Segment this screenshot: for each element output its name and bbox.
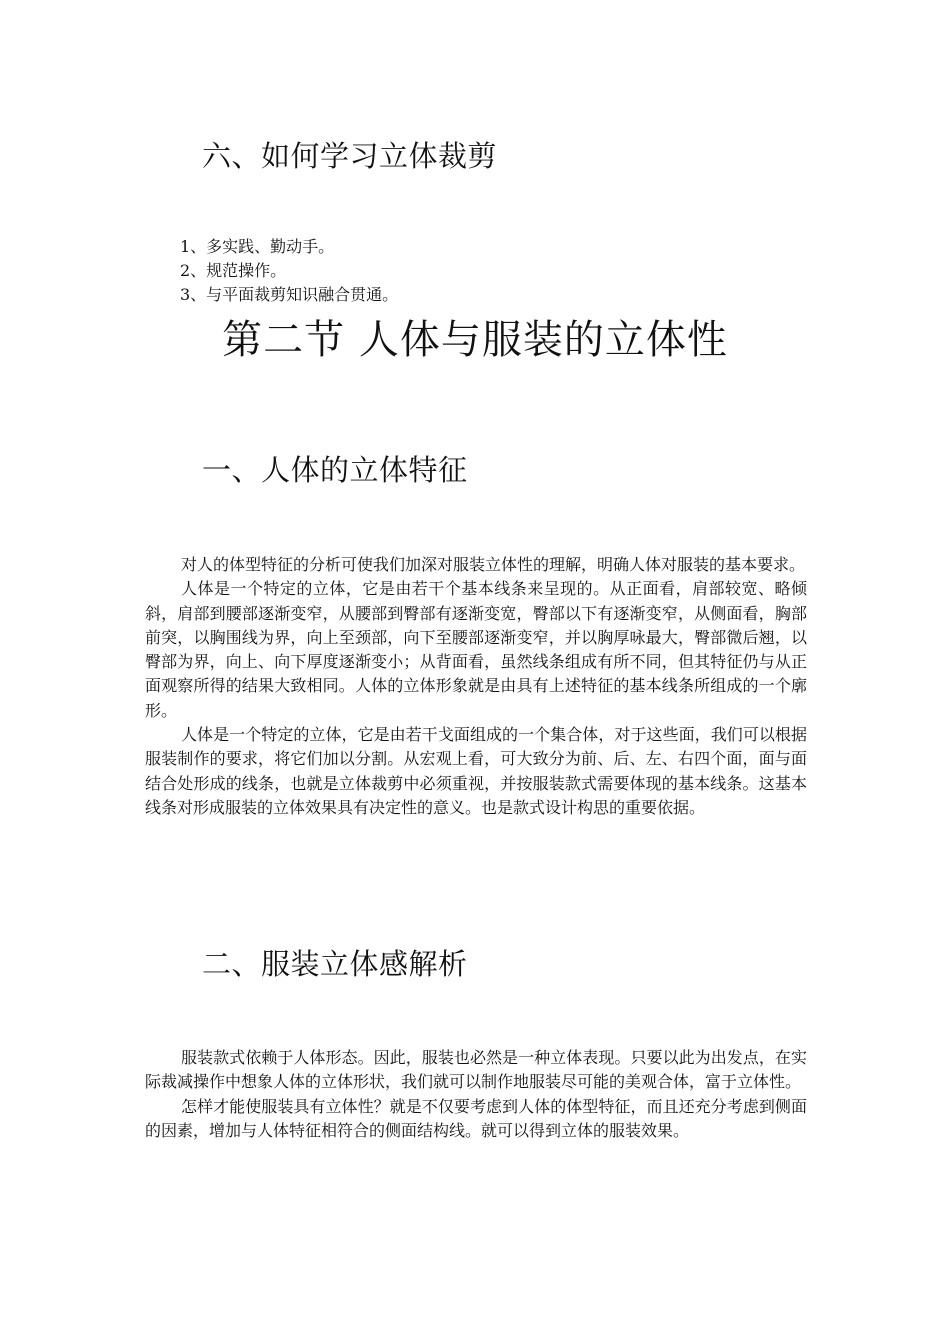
paragraph: 服装款式依赖于人体形态。因此，服装也必然是一种立体表现。只要以此为出发点，在实际裁减操作中想象人体的立体形状，我们就可以制作地服装尽可能的美观合体，富于立体性。 bbox=[145, 1048, 807, 1092]
body-features-heading: 一、人体的立体特征 bbox=[202, 453, 468, 487]
section-heading: 第二节 人体与服装的立体性 bbox=[222, 317, 728, 363]
paragraph: 怎样才能使服装具有立体性？就是不仅要考虑到人体的体型特征，而且还充分考虑到侧面的因素，增加与人体特征相符合的侧面结构线。就可以得到立体的服装效果。 bbox=[145, 1096, 807, 1140]
learn-list bbox=[180, 235, 398, 307]
paragraph: 对人的体型特征的分析可使我们加深对服装立体性的理解，明确人体对服装的基本要求。 bbox=[181, 555, 806, 574]
list-item: 2、规范操作。 bbox=[180, 261, 287, 280]
body-features-text bbox=[145, 553, 807, 820]
garment-analysis-text bbox=[145, 1046, 807, 1143]
list-item: 1、多实践、勤动手。 bbox=[180, 237, 335, 256]
list-item: 3、与平面裁剪知识融合贯通。 bbox=[180, 285, 399, 304]
paragraph: 人体是一个特定的立体，它是由若干个基本线条来呈现的。从正面看，肩部较宽、略倾斜，肩部到腰部逐渐变窄，从腰部到臀部有逐渐变宽，臀部以下有逐渐变窄，从侧面看，胸部前突，以胸围线为界，向上至颈部，向下至腰部逐渐变窄，并以胸厚咏最大，臀部微后翘，以臀部为界，向上、向下厚度逐渐变小；从背面看，虽然线条组成有所不同，但其特征仍与从正面观察所得的结果大致相同。人体的立体形象就是由具有上述特征的基本线条所组成的一个廓形。 bbox=[145, 579, 807, 720]
paragraph: 人体是一个特定的立体，它是由若干戈面组成的一个集合体，对于这些面，我们可以根据服装制作的要求，将它们加以分割。从宏观上看，可大致分为前、后、左、右四个面，面与面结合处形成的线条，也就是立体裁剪中必须重视，并按服装款式需要体现的基本线条。这基本线条对形成服装的立体效果具有决定性的意义。也是款式设计构思的重要依据。 bbox=[145, 725, 807, 817]
learn-heading: 六、如何学习立体裁剪 bbox=[202, 139, 498, 173]
garment-analysis-heading: 二、服装立体感解析 bbox=[202, 947, 468, 981]
